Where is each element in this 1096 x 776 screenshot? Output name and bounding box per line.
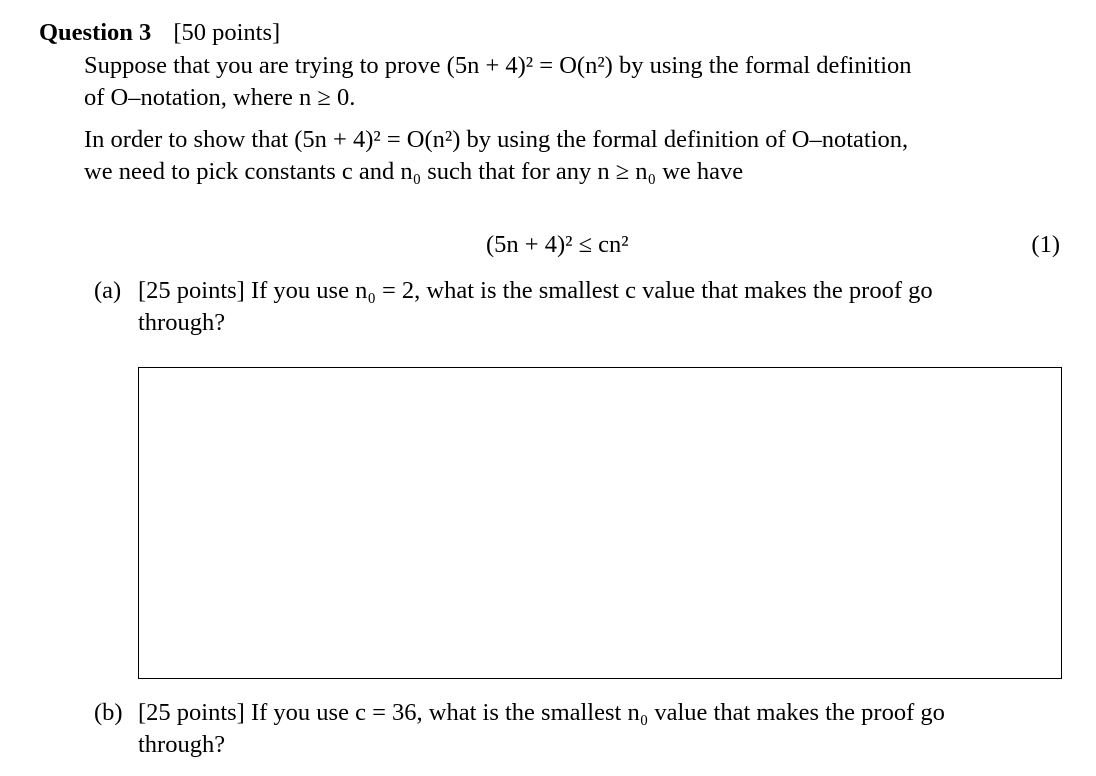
question-points: [50 points]	[173, 19, 281, 46]
part-a-line-1	[94, 279, 933, 304]
definition-line-2: we need to pick constants c and n₀ such that for any n ≥ n₀ we have	[84, 158, 744, 185]
intro-line-2: of O–notation, where n ≥ 0.	[84, 84, 356, 111]
intro-line-1: Suppose that you are trying to prove (5n + 4)² = O(n²) by using the formal definition	[84, 52, 912, 79]
equation-number: (1)	[1031, 231, 1060, 258]
definition-line-1: In order to show that (5n + 4)² = O(n²) by using the formal definition of O–notation,	[84, 126, 909, 153]
question-label: Question 3	[39, 19, 152, 46]
inequality-equation: (5n + 4)² ≤ cn²	[486, 231, 629, 258]
part-b-line-2: through?	[138, 731, 226, 758]
part-a-label: (a)	[94, 277, 122, 304]
part-b-label: (b)	[94, 699, 123, 726]
part-a-line-2: through?	[138, 309, 226, 336]
part-b-line-1	[94, 701, 945, 726]
part-a-question: [25 points] If you use n₀ = 2, what is the smallest c value that makes the proof go	[138, 277, 933, 304]
question-heading	[39, 21, 280, 46]
answer-box[interactable]	[138, 367, 1062, 679]
part-b-question: [25 points] If you use c = 36, what is the smallest n₀ value that makes the proof go	[138, 699, 945, 726]
